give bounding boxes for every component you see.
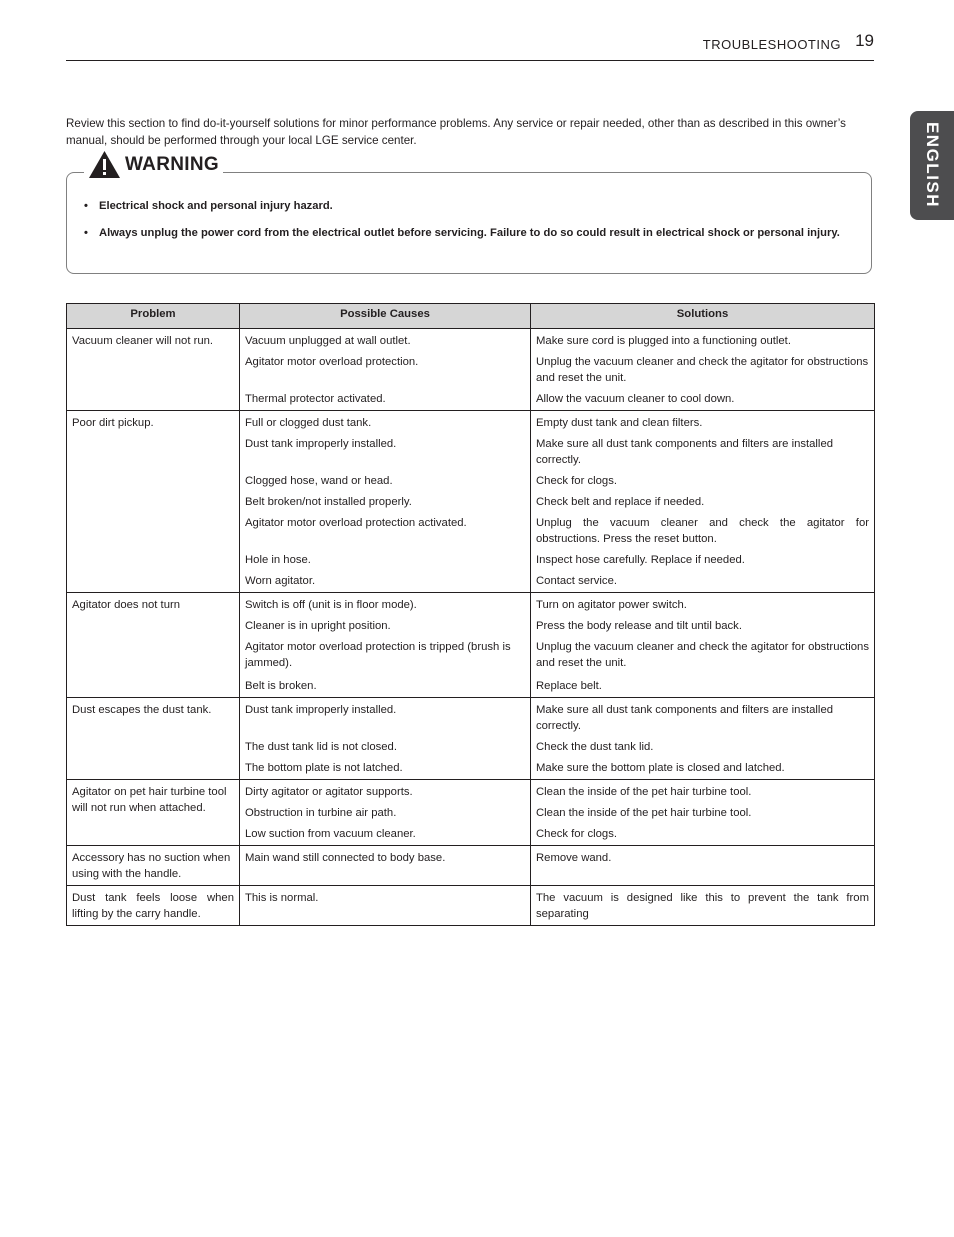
causes-cell xyxy=(240,780,531,846)
cause-text: The dust tank lid is not closed. xyxy=(245,741,397,753)
solution-text: Press the body release and tilt until back. xyxy=(536,620,742,632)
problem-cell xyxy=(67,780,240,846)
causes-cell xyxy=(240,846,531,886)
causes-cell xyxy=(240,593,531,698)
solution-text: Make sure the bottom plate is closed and latched. xyxy=(536,762,785,774)
causes-cell xyxy=(240,698,531,780)
cause-text: Low suction from vacuum cleaner. xyxy=(245,828,416,840)
intro-paragraph: Review this section to find do-it-yourself solutions for minor performance problems. Any service or repair needed, other than as described in this owner’s manual, should be performed through your local LGE service center. xyxy=(66,116,846,147)
solution-text: Replace belt. xyxy=(536,680,602,692)
problem-text: Agitator does not turn xyxy=(72,599,181,611)
cause-text: Vacuum unplugged at wall outlet. xyxy=(245,335,411,347)
solution-text: Allow the vacuum cleaner to cool down. xyxy=(536,393,735,405)
solutions-cell xyxy=(531,698,875,780)
section-title: TROUBLESHOOTING xyxy=(702,37,841,52)
problem-cell xyxy=(67,329,240,411)
warning-title: WARNING xyxy=(125,153,219,175)
cause-text: Obstruction in turbine air path. xyxy=(245,807,397,819)
cause-text: Switch is off (unit is in floor mode). xyxy=(245,599,417,611)
solution-text: Check for clogs. xyxy=(536,475,617,487)
table-row xyxy=(67,886,875,926)
solutions-cell xyxy=(531,593,875,698)
solution-text: Make sure all dust tank components and filters are installed correctly. xyxy=(536,704,834,732)
table-row xyxy=(67,780,875,846)
solutions-cell xyxy=(531,886,875,926)
table-row xyxy=(67,698,875,780)
solution-text: The vacuum is designed like this to prevent the tank from separating xyxy=(536,892,869,920)
cause-text: Agitator motor overload protection is tripped (brush is jammed). xyxy=(245,641,511,669)
table-row xyxy=(67,329,875,411)
problem-text: Dust escapes the dust tank. xyxy=(72,704,212,716)
warning-triangle-icon xyxy=(88,150,121,179)
solution-text: Make sure cord is plugged into a functioning outlet. xyxy=(536,335,791,347)
cause-text: Hole in hose. xyxy=(245,554,311,566)
solutions-cell xyxy=(531,329,875,411)
cause-text: This is normal. xyxy=(245,892,319,904)
solution-text: Make sure all dust tank components and filters are installed correctly. xyxy=(536,438,834,466)
cause-text: The bottom plate is not latched. xyxy=(245,762,403,774)
cause-text: Cleaner is in upright position. xyxy=(245,620,391,632)
header-solutions: Solutions xyxy=(531,304,875,329)
solution-text: Inspect hose carefully. Replace if needed. xyxy=(536,554,745,566)
solution-text: Clean the inside of the pet hair turbine tool. xyxy=(536,807,752,819)
header-possible-causes: Possible Causes xyxy=(240,304,531,329)
causes-cell xyxy=(240,411,531,593)
table-row xyxy=(67,411,875,593)
table-row xyxy=(67,846,875,886)
solution-text: Empty dust tank and clean filters. xyxy=(536,417,703,429)
problem-text: Accessory has no suction when using with the handle. xyxy=(72,852,231,880)
cause-text: Belt is broken. xyxy=(245,680,317,692)
header-problem: Problem xyxy=(67,304,240,329)
warning-list xyxy=(84,197,860,251)
cause-text: Dust tank improperly installed. xyxy=(245,704,397,716)
cause-text: Belt broken/not installed properly. xyxy=(245,496,412,508)
problem-text: Agitator on pet hair turbine tool will not run when attached. xyxy=(72,786,227,814)
cause-text: Dirty agitator or agitator supports. xyxy=(245,786,413,798)
causes-cell xyxy=(240,886,531,926)
solution-text: Check the dust tank lid. xyxy=(536,741,654,753)
solution-text: Unplug the vacuum cleaner and check the agitator for obstructions. Press the reset button. xyxy=(536,517,869,545)
solution-text: Turn on agitator power switch. xyxy=(536,599,687,611)
problem-cell xyxy=(67,411,240,593)
problem-cell xyxy=(67,846,240,886)
problem-text: Dust tank feels loose when lifting by the carry handle. xyxy=(72,892,234,920)
cause-text: Dust tank improperly installed. xyxy=(245,438,397,450)
causes-cell xyxy=(240,329,531,411)
solutions-cell xyxy=(531,411,875,593)
warning-item: • Always unplug the power cord from the electrical outlet before servicing. Failure to do so could result in electrical shock or personal injury. xyxy=(84,224,860,243)
solution-text: Check belt and replace if needed. xyxy=(536,496,705,508)
solution-text: Unplug the vacuum cleaner and check the agitator for obstructions and reset the unit. xyxy=(536,356,869,384)
problem-cell xyxy=(67,593,240,698)
solution-text: Remove wand. xyxy=(536,852,612,864)
cause-text: Thermal protector activated. xyxy=(245,393,386,405)
cause-text: Agitator motor overload protection. xyxy=(245,356,419,368)
page-number: 19 xyxy=(855,31,874,50)
warning-header xyxy=(84,150,223,179)
problem-cell xyxy=(67,886,240,926)
language-tab-label: ENGLISH xyxy=(923,121,942,209)
troubleshooting-table xyxy=(66,303,875,926)
problem-text: Poor dirt pickup. xyxy=(72,417,154,429)
solutions-cell xyxy=(531,780,875,846)
solution-text: Check for clogs. xyxy=(536,828,617,840)
cause-text: Full or clogged dust tank. xyxy=(245,417,372,429)
solution-text: Contact service. xyxy=(536,575,617,587)
problem-cell xyxy=(67,698,240,780)
solution-text: Unplug the vacuum cleaner and check the agitator for obstructions and reset the unit. xyxy=(536,641,869,669)
cause-text: Worn agitator. xyxy=(245,575,316,587)
language-tab xyxy=(910,111,954,220)
cause-text: Clogged hose, wand or head. xyxy=(245,475,393,487)
solution-text: Clean the inside of the pet hair turbine tool. xyxy=(536,786,752,798)
cause-text: Agitator motor overload protection activated. xyxy=(245,517,467,529)
warning-item: • Electrical shock and personal injury hazard. xyxy=(84,197,860,216)
solutions-cell xyxy=(531,846,875,886)
cause-text: Main wand still connected to body base. xyxy=(245,852,446,864)
table-header-row xyxy=(67,304,875,329)
page-header xyxy=(66,30,874,61)
table-row xyxy=(67,593,875,698)
problem-text: Vacuum cleaner will not run. xyxy=(72,335,214,347)
